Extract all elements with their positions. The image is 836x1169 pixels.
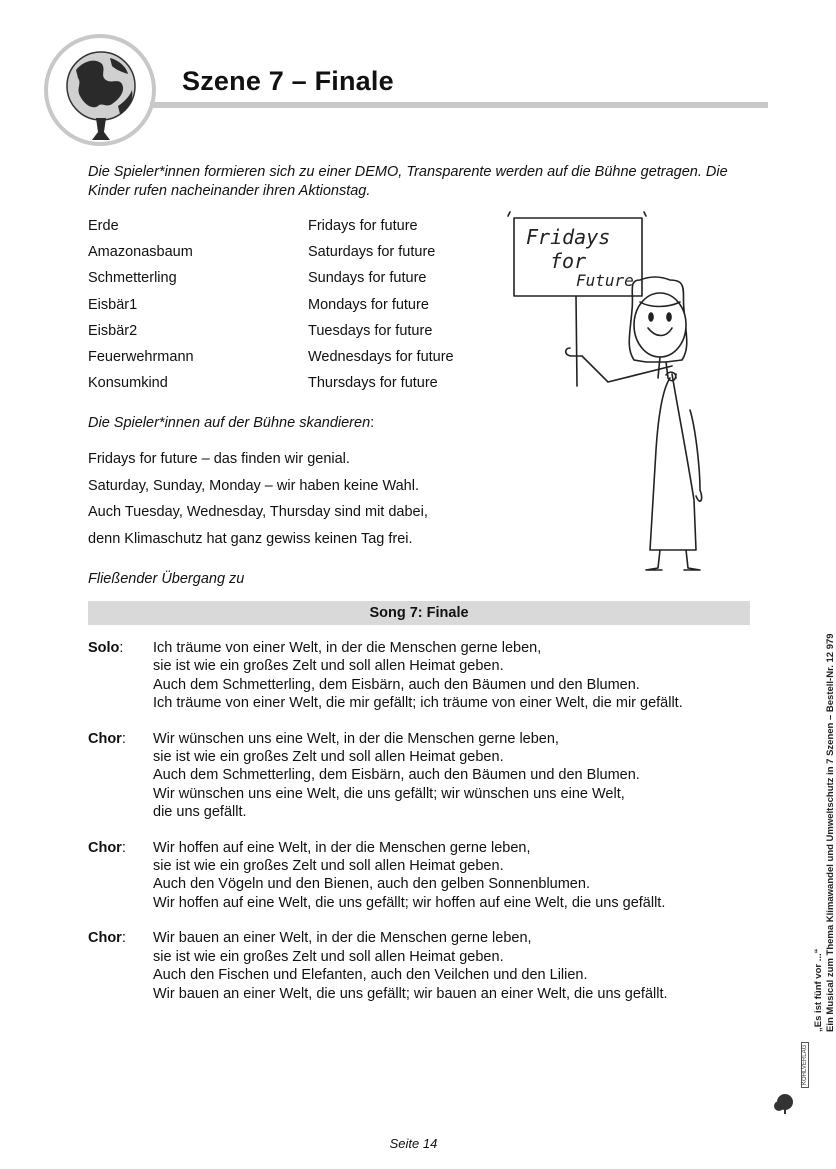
- verse-line: sie ist wie ein großes Zelt und soll allen Heimat geben.: [153, 948, 504, 965]
- verse-line: Wir wünschen uns eine Welt, die uns gefällt; wir wünschen uns eine Welt,: [153, 785, 625, 802]
- girl-braid: [666, 362, 676, 381]
- verse-line: Wir hoffen auf eine Welt, in der die Menschen gerne leben,: [153, 839, 531, 856]
- verse-label-text: Chor: [88, 930, 122, 947]
- cast-day: Sundays for future: [308, 270, 427, 287]
- sign-text-line2: for: [550, 249, 587, 273]
- verse-line: sie ist wie ein großes Zelt und soll allen Heimat geben.: [153, 749, 504, 766]
- side-publication-info: [813, 633, 836, 1032]
- cast-row: [88, 216, 488, 242]
- verse-line: Ich träume von einer Welt, in der die Menschen gerne leben,: [153, 640, 542, 656]
- verse-line: Wir wünschen uns eine Welt, in der die Menschen gerne leben,: [153, 730, 559, 747]
- side-subtitle: Ein Musical zum Thema Klimawandel und Umweltschutz in 7 Szenen – Bestell-Nr. 12 979: [824, 633, 836, 1032]
- verse-label: Chor:: [88, 730, 126, 747]
- stage-direction-intro: Die Spieler*innen formieren sich zu einer DEMO, Transparente werden auf die Bühne getragen. Die Kinder rufen nacheinander ihren Aktionstag.: [88, 164, 728, 199]
- protest-girl-illustration: [500, 210, 680, 580]
- cast-role: Eisbär2: [88, 322, 138, 339]
- verse-line: Ich träume von einer Welt, die mir gefällt; ich träume von einer Welt, die mir gefällt.: [153, 695, 683, 712]
- cast-role: Schmetterling: [88, 270, 177, 287]
- girl-neck: [658, 357, 660, 378]
- girl-dress: [650, 374, 696, 550]
- chant-line: Saturday, Sunday, Monday – wir haben keine Wahl.: [88, 477, 420, 494]
- cast-role: Eisbär1: [88, 296, 138, 313]
- cast-day: Thursdays for future: [308, 375, 438, 392]
- globe-tree-icon: [62, 48, 140, 144]
- verse-line: Wir hoffen auf eine Welt, die uns gefällt; wir hoffen auf eine Welt, die uns gefällt.: [153, 894, 666, 911]
- cast-list: [88, 216, 488, 399]
- verse-label: Chor:: [88, 839, 126, 856]
- transition-direction: Fließender Übergang zu: [88, 571, 245, 587]
- cast-row: [88, 268, 488, 294]
- page-number: Seite 14: [389, 1136, 438, 1151]
- sign-pole: [576, 296, 577, 386]
- chant-intro-text: Die Spieler*innen auf der Bühne skandieren: [88, 415, 371, 431]
- chant-line: Fridays for future – das finden wir genial.: [88, 451, 350, 467]
- song-verses: [88, 639, 683, 1020]
- verse-line: Auch den Vögeln und den Bienen, auch den gelben Sonnenblumen.: [153, 876, 590, 893]
- girl-eye-right: [667, 313, 671, 321]
- header-globe-logo: [44, 34, 156, 146]
- page-title: Szene 7 – Finale: [182, 66, 394, 96]
- verse-line: Wir bauen an einer Welt, in der die Menschen gerne leben,: [153, 930, 532, 947]
- verse-label: Solo:: [88, 640, 124, 656]
- cast-role: Feuerwehrmann: [88, 348, 194, 365]
- chant-line: denn Klimaschutz hat ganz gewiss keinen Tag frei.: [88, 530, 413, 547]
- song-title-bar: Song 7: Finale: [88, 601, 750, 625]
- verse-label-text: Chor: [88, 839, 122, 856]
- girl-hand: [566, 348, 582, 356]
- cast-role: Erde: [88, 218, 119, 234]
- verse-line: sie ist wie ein großes Zelt und soll allen Heimat geben.: [153, 658, 504, 675]
- verse-label-text: Solo: [88, 640, 120, 656]
- sign-text-line3: Future: [576, 271, 634, 290]
- cast-day: Mondays for future: [308, 296, 429, 313]
- cast-row: [88, 295, 488, 321]
- verse-label-text: Chor: [88, 730, 122, 747]
- verse: [88, 839, 683, 913]
- cast-day: Tuesdays for future: [308, 322, 433, 339]
- chant-intro-colon: :: [370, 415, 375, 431]
- verse-label: Chor:: [88, 930, 126, 947]
- cast-role: Amazonasbaum: [88, 244, 193, 261]
- verse: [88, 639, 683, 713]
- verse: [88, 929, 683, 1003]
- verse-line: die uns gefällt.: [153, 804, 247, 821]
- side-title: „Es ist fünf vor ...“: [813, 948, 824, 1032]
- verse-line: Auch dem Schmetterling, dem Eisbärn, auch den Bäumen und den Blumen.: [153, 767, 640, 784]
- verse-line: Auch dem Schmetterling, dem Eisbärn, auch den Bäumen und den Blumen.: [153, 676, 640, 693]
- publisher-name: KOHLVERLAG: [801, 1042, 809, 1088]
- girl-legs: [646, 550, 700, 570]
- verse: [88, 730, 683, 822]
- chant-stage-direction: [88, 415, 374, 431]
- cast-row: [88, 321, 488, 347]
- cast-role: Konsumkind: [88, 375, 168, 392]
- verse-line: sie ist wie ein großes Zelt und soll allen Heimat geben.: [153, 858, 504, 875]
- sign-text-line1: Fridays: [526, 225, 611, 249]
- girl-eye-left: [649, 313, 653, 321]
- cast-day: Wednesdays for future: [308, 348, 454, 365]
- cast-row: [88, 373, 488, 399]
- cast-day: Fridays for future: [308, 218, 418, 234]
- title-divider: [150, 102, 768, 108]
- chant-line: Auch Tuesday, Wednesday, Thursday sind mit dabei,: [88, 504, 428, 520]
- verse-line: Auch den Fischen und Elefanten, auch den Veilchen und den Lilien.: [153, 967, 588, 984]
- cast-row: [88, 242, 488, 268]
- sign-corner-marks: [508, 212, 646, 216]
- cast-row: [88, 347, 488, 373]
- cast-day: Saturdays for future: [308, 244, 436, 261]
- verse-line: Wir bauen an einer Welt, die uns gefällt; wir bauen an einer Welt, die uns gefällt.: [153, 985, 668, 1002]
- chant-block: [88, 449, 428, 555]
